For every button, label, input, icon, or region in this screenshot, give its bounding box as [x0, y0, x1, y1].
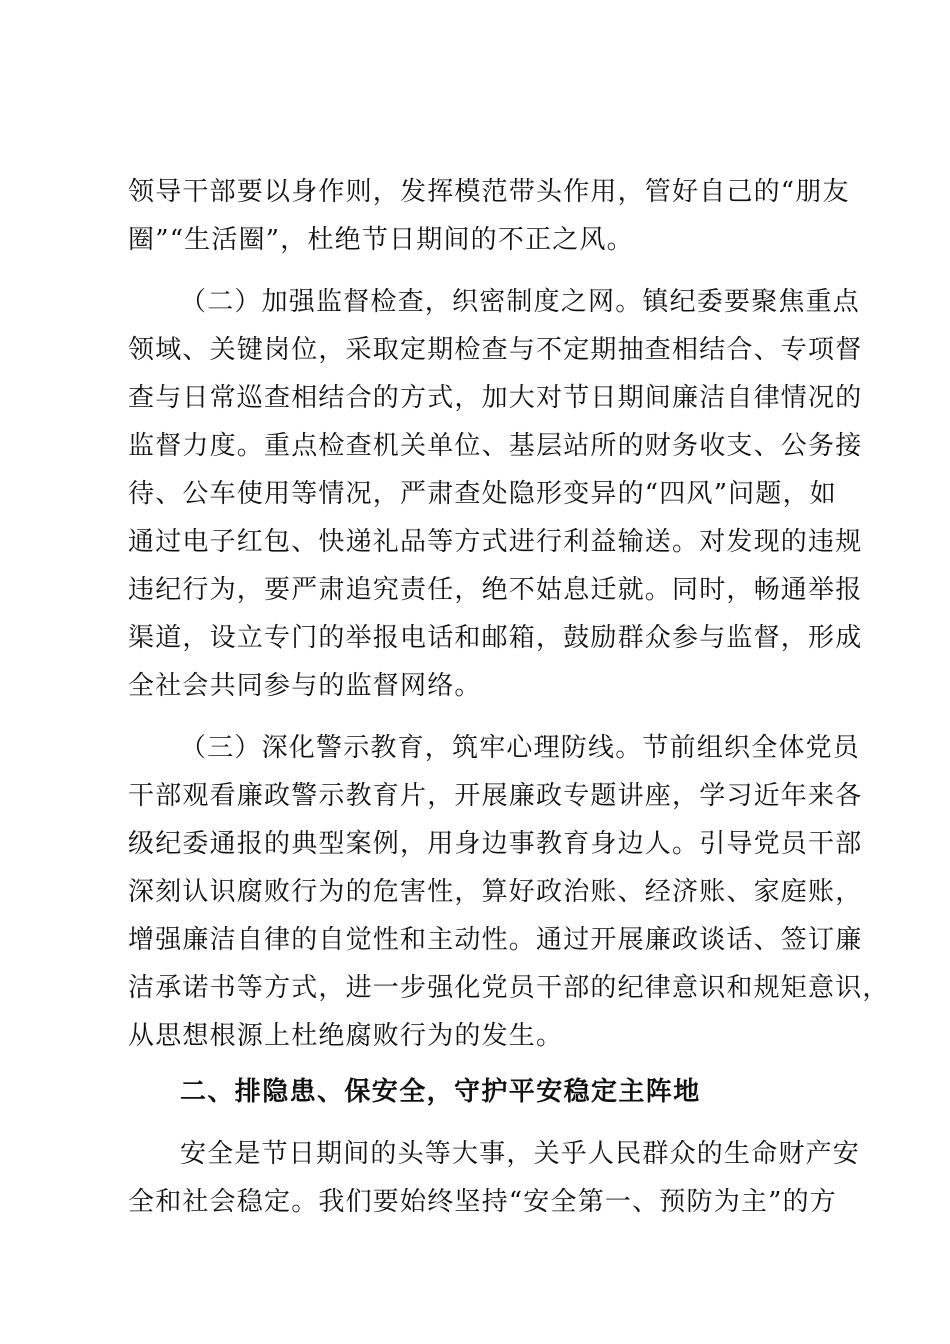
text-line: 全和社会稳定。我们要始终坚持“安全第一、预防为主”的方 [128, 1187, 837, 1217]
text-line: 通过电子红包、快递礼品等方式进行利益输送。对发现的违规 [128, 527, 863, 557]
text-line: 圈”“生活圈”，杜绝节日期间的不正之风。 [128, 225, 634, 255]
text-line: 全社会共同参与的监督网络。 [128, 671, 482, 701]
text-line: 洁承诺书等方式，进一步强化党员干部的纪律意识和规矩意识， [128, 973, 890, 1003]
document-body [128, 168, 890, 1226]
text-line: 渠道，设立专门的举报电话和邮箱，鼓励群众参与监督，形成 [128, 623, 863, 653]
text-line: 领导干部要以身作则，发挥模范带头作用，管好自己的“朋友 [128, 177, 850, 207]
text-line: 监督力度。重点检查机关单位、基层站所的财务收支、公务接 [128, 431, 863, 461]
text-line: 安全是节日期间的头等大事，关乎人民群众的生命财产安 [180, 1139, 861, 1169]
paragraph-warning-education [128, 724, 890, 1060]
text-line: 深刻认识腐败行为的危害性，算好政治账、经济账、家庭账， [128, 877, 863, 907]
paragraph-gap [128, 1116, 840, 1130]
paragraph-supervision-inspection [128, 278, 863, 710]
text-line: （二）加强监督检查，织密制度之网。镇纪委要聚焦重点 [180, 287, 861, 317]
text-line: 级纪委通报的典型案例，用身边事教育身边人。引导党员干部 [128, 829, 863, 859]
text-line: （三）深化警示教育，筑牢心理防线。节前组织全体党员 [180, 733, 861, 763]
text-line: 从思想根源上杜绝腐败行为的发生。 [128, 1021, 564, 1051]
text-line: 干部观看廉政警示教育片，开展廉政专题讲座，学习近年来各 [128, 781, 863, 811]
paragraph-safety-intro [128, 1130, 861, 1226]
paragraph-gap [128, 710, 840, 724]
paragraph-gap [128, 264, 840, 278]
text-line: 领域、关键岗位，采取定期检查与不定期抽查相结合、专项督 [128, 335, 863, 365]
section-heading: 二、排隐患、保安全，守护平安稳定主阵地 [180, 1077, 701, 1107]
text-line: 违纪行为，要严肃追究责任，绝不姑息迁就。同时，畅通举报 [128, 575, 863, 605]
paragraph-leadership-conduct [128, 168, 850, 264]
text-line: 增强廉洁自律的自觉性和主动性。通过开展廉政谈话、签订廉 [128, 925, 863, 955]
text-line: 待、公车使用等情况，严肃查处隐形变异的“四风”问题，如 [128, 479, 837, 509]
text-line: 查与日常巡查相结合的方式，加大对节日期间廉洁自律情况的 [128, 383, 863, 413]
